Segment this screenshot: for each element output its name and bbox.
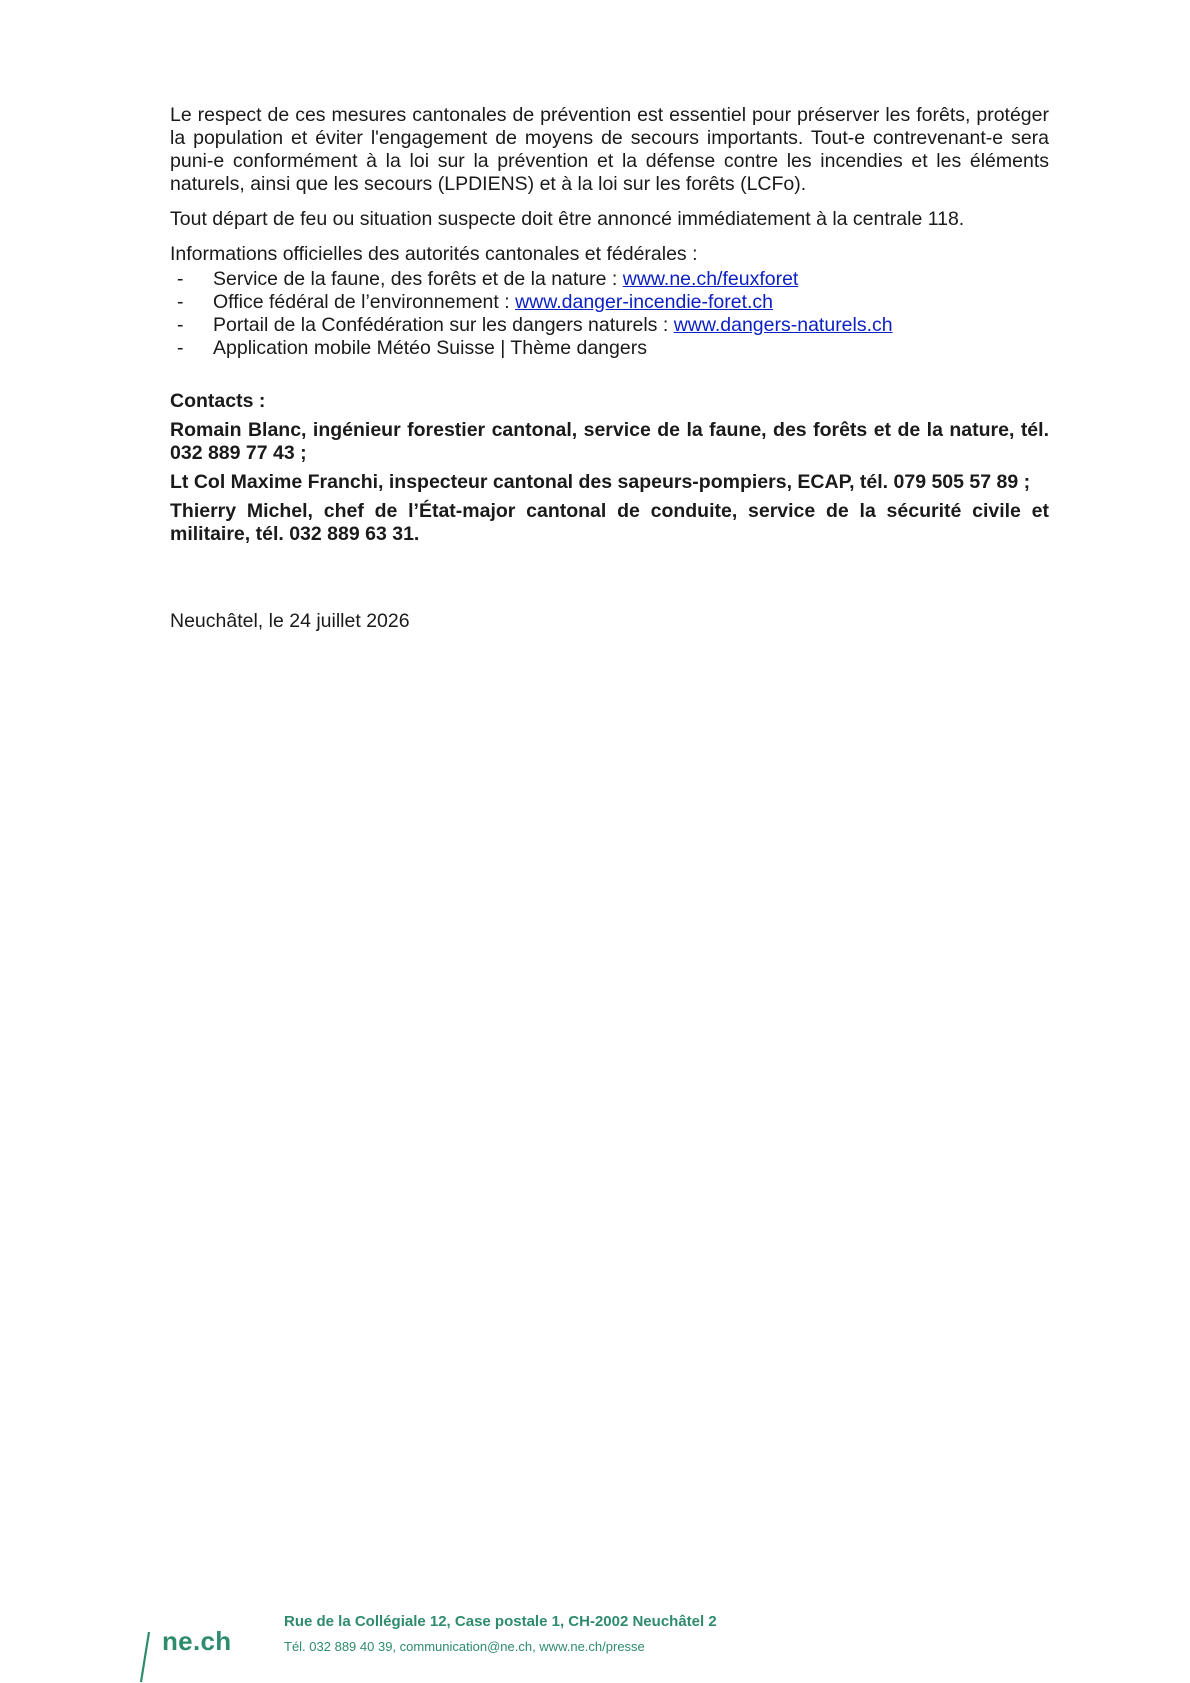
footer-contact-line: Tél. 032 889 40 39, communication@ne.ch, www.ne.ch/presse [284, 1639, 645, 1654]
contacts-section [170, 390, 1049, 546]
link-dangers-naturels[interactable]: www.dangers-naturels.ch [673, 314, 893, 336]
info-links-list [170, 268, 1049, 360]
logo-slash-icon [138, 1631, 152, 1683]
list-item-label: Service de la faune, des forêts et de la nature : [213, 268, 623, 290]
list-dash: - [177, 291, 184, 313]
list-item [170, 314, 1049, 337]
paragraph-official-info: Informations officielles des autorités cantonales et fédérales : [170, 243, 698, 265]
list-dash: - [177, 268, 184, 290]
list-item [170, 291, 1049, 314]
footer-address: Rue de la Collégiale 12, Case postale 1, CH-2002 Neuchâtel 2 [284, 1613, 717, 1630]
list-item-label: Application mobile Météo Suisse | Thème dangers [213, 337, 647, 359]
list-item [170, 268, 1049, 291]
list-dash: - [177, 337, 184, 359]
contacts-heading: Contacts : [170, 390, 266, 412]
contact-entry: Lt Col Maxime Franchi, inspecteur cantonal des sapeurs-pompiers, ECAP, tél. 079 505 57 89 ; [170, 471, 1031, 493]
list-item-label: Portail de la Confédération sur les dangers naturels : [213, 314, 674, 336]
dateline: Neuchâtel, le 24 juillet 2026 [170, 610, 410, 632]
list-dash: - [177, 314, 184, 336]
document-body [170, 104, 1049, 552]
list-item [170, 337, 1049, 360]
paragraph-prevention: Le respect de ces mesures cantonales de prévention est essentiel pour préserver les forêts, protéger la population et éviter l'engagement de moyens de secours importants. Tout-e contrevenant-e sera puni-e conformément à la loi sur la prévention et la défense contre les incendies et les éléments naturels, ainsi que les secours (LPDIENS) et à la loi sur les forêts (LCFo). [170, 104, 1049, 195]
list-item-label: Office fédéral de l’environnement : [213, 291, 516, 313]
link-feuxforet[interactable]: www.ne.ch/feuxforet [622, 268, 799, 290]
page-footer [0, 1600, 1190, 1683]
link-danger-incendie-foret[interactable]: www.danger-incendie-foret.ch [515, 291, 774, 313]
paragraph-fire-report: Tout départ de feu ou situation suspecte doit être annoncé immédiatement à la centrale 118. [170, 208, 965, 230]
logo: ne.ch [162, 1626, 232, 1656]
contact-entry: Thierry Michel, chef de l’État-major cantonal de conduite, service de la sécurité civile et militaire, tél. 032 889 63 31. [170, 500, 1049, 545]
contact-entry: Romain Blanc, ingénieur forestier cantonal, service de la faune, des forêts et de la nature, tél. 032 889 77 43 ; [170, 419, 1049, 464]
